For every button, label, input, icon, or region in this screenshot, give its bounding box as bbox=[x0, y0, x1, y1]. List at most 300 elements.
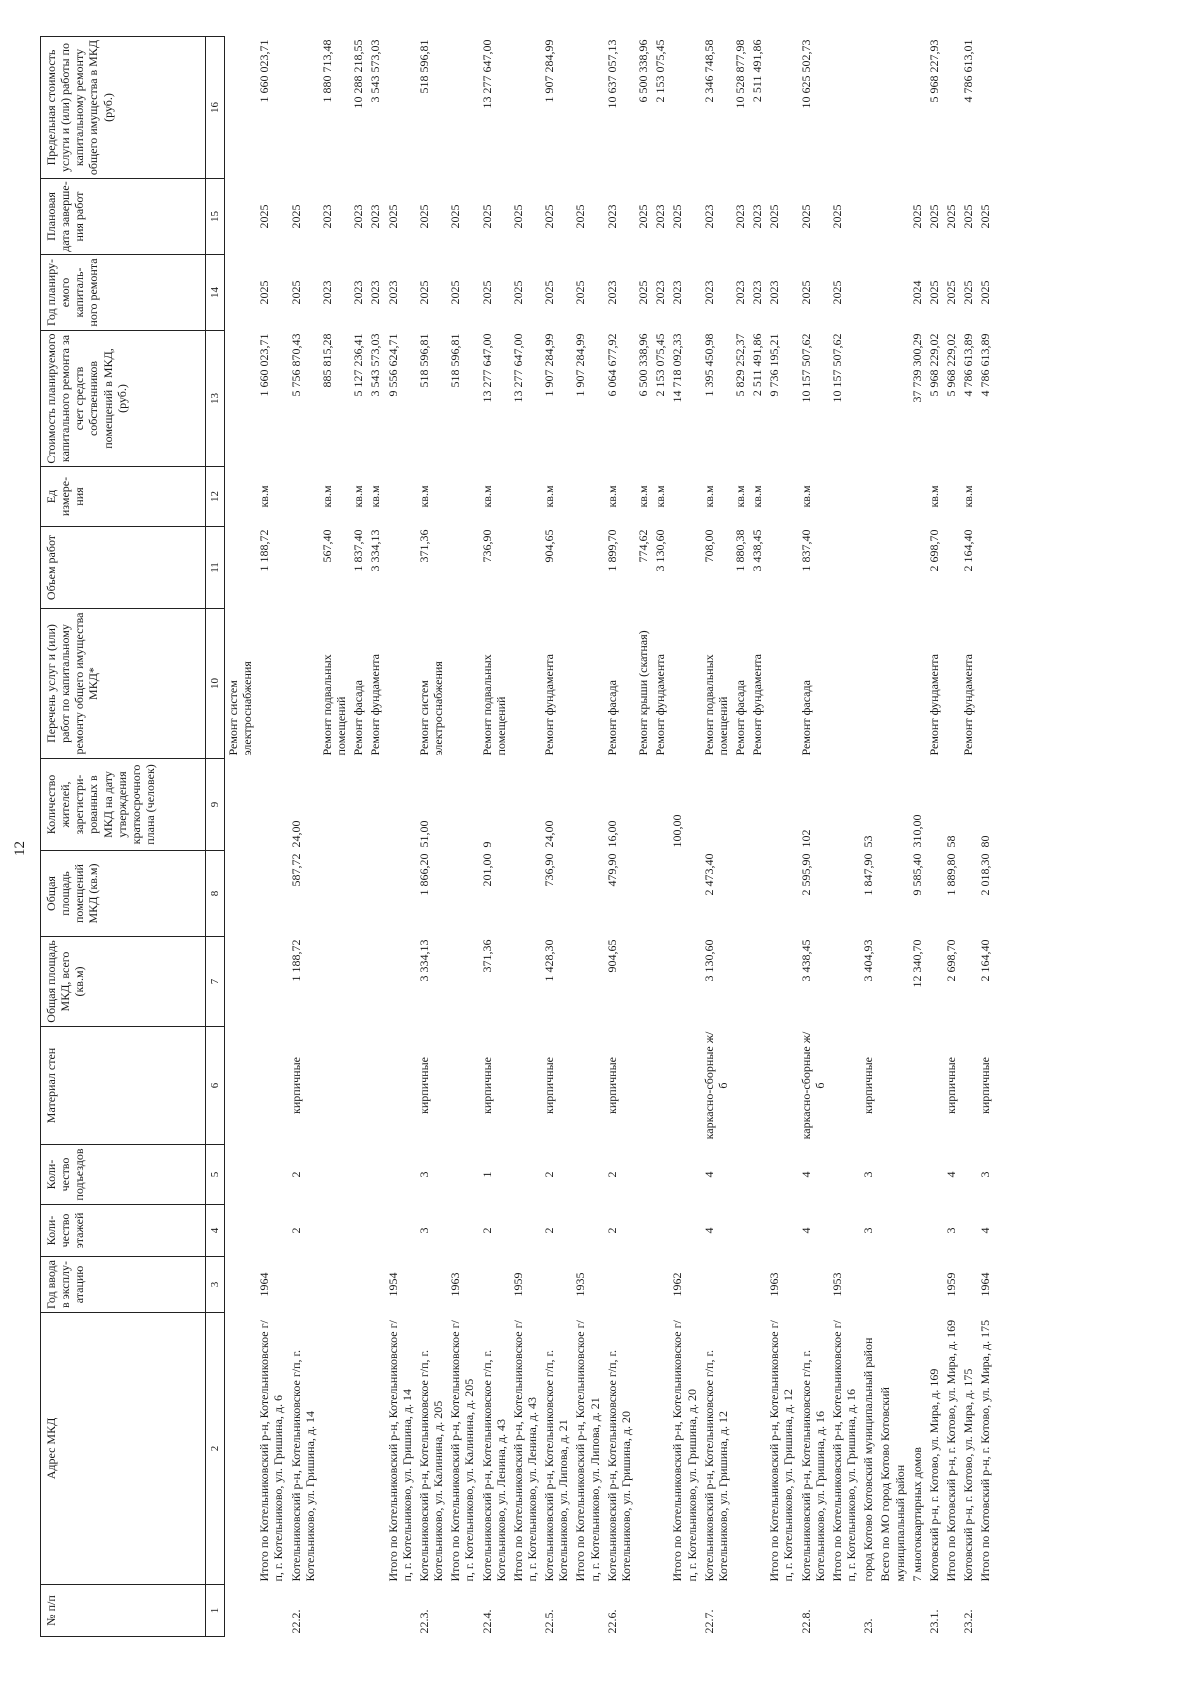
table-cell: 2023 bbox=[351, 204, 366, 229]
table-cell bbox=[877, 1027, 908, 1145]
table-cell bbox=[225, 1313, 257, 1585]
table-cell: 2 511 491,86 bbox=[750, 333, 765, 397]
table-cell: Ремонт фундамента bbox=[542, 654, 557, 756]
table-cell: Итого по Котельниковский р-н, Котельниковское г/п, г. Котельниково, ул. Гришина, д. 20 bbox=[670, 1320, 699, 1582]
table-cell: Котовский р-н, г. Котово, ул. Мира, д. 175 bbox=[961, 1368, 976, 1582]
table-cell: 518 596,81 bbox=[416, 39, 431, 94]
table-cell bbox=[977, 37, 994, 179]
table-cell: 24,00 bbox=[288, 820, 303, 848]
table-cell bbox=[877, 179, 908, 255]
table-cell: 2025 bbox=[798, 280, 813, 305]
table-row bbox=[572, 37, 603, 1637]
table-cell bbox=[510, 1145, 541, 1205]
table-cell bbox=[350, 1313, 367, 1585]
table-cell bbox=[829, 1205, 860, 1257]
table-cell: 1 395 450,98 bbox=[701, 333, 716, 397]
table-cell bbox=[510, 467, 541, 527]
table-row bbox=[798, 37, 829, 1637]
table-cell bbox=[572, 37, 603, 179]
table-cell bbox=[652, 1145, 669, 1205]
table-cell: 10 528 877,98 bbox=[733, 39, 747, 109]
table-cell bbox=[385, 1585, 416, 1637]
table-cell: 2025 bbox=[573, 204, 588, 229]
column-number: 13 bbox=[206, 331, 225, 467]
column-number: 6 bbox=[206, 1027, 225, 1145]
table-cell: 1959 bbox=[510, 1272, 525, 1297]
table-cell: 2 473,40 bbox=[701, 853, 716, 896]
table-cell bbox=[960, 759, 977, 851]
column-header: Перечень услуг и (или) работ по капитальному ремонту общего имущества МКД* bbox=[41, 609, 206, 759]
table-cell: Ремонт фасада bbox=[798, 680, 813, 756]
table-cell: 2025 bbox=[479, 204, 494, 229]
table-cell: 1 907 284,99 bbox=[542, 39, 557, 103]
column-number: 7 bbox=[206, 937, 225, 1027]
table-cell: 22.8. bbox=[798, 1609, 813, 1634]
table-cell: 4 bbox=[798, 1227, 813, 1234]
page-number: 12 bbox=[12, 841, 28, 856]
table-cell: 4 786 613,89 bbox=[961, 333, 976, 397]
table-cell: кв.м bbox=[604, 485, 619, 508]
table-row bbox=[385, 37, 416, 1637]
table-cell bbox=[385, 759, 416, 851]
table-cell bbox=[350, 937, 367, 1027]
column-number: 9 bbox=[206, 759, 225, 851]
table-cell: Итого по Котельниковский р-н, Котельниковское г/п, г. Котельниково, ул. Гришина, д. 16 bbox=[829, 1320, 859, 1582]
table-cell bbox=[319, 851, 350, 937]
table-cell: 4 bbox=[944, 1171, 959, 1178]
table-cell: 5 756 870,43 bbox=[288, 333, 303, 397]
table-row bbox=[604, 37, 635, 1637]
table-cell bbox=[829, 1145, 860, 1205]
table-cell bbox=[256, 1585, 287, 1637]
table-cell bbox=[479, 1257, 510, 1313]
table-row bbox=[350, 37, 367, 1637]
table-cell bbox=[877, 1257, 908, 1313]
table-cell: 2025 bbox=[978, 204, 993, 229]
table-cell bbox=[652, 1027, 669, 1145]
table-cell bbox=[350, 851, 367, 937]
table-cell bbox=[635, 1205, 652, 1257]
table-cell: 51,00 bbox=[416, 820, 431, 848]
table-cell bbox=[350, 1585, 367, 1637]
table-cell bbox=[669, 467, 700, 527]
table-cell: Ремонт подвальных помещений bbox=[319, 654, 349, 756]
table-cell bbox=[572, 851, 603, 937]
table-cell: 9 556 624,71 bbox=[385, 333, 400, 397]
table-cell bbox=[749, 1027, 766, 1145]
table-cell: 12 340,70 bbox=[909, 939, 924, 988]
table-cell: 2025 bbox=[416, 204, 431, 229]
table-cell bbox=[367, 1257, 384, 1313]
table-row bbox=[860, 37, 877, 1637]
table-cell bbox=[766, 1145, 797, 1205]
table-cell: 5 829 252,37 bbox=[733, 333, 747, 397]
table-cell bbox=[829, 609, 860, 759]
table-row bbox=[766, 37, 797, 1637]
table-row bbox=[319, 37, 350, 1637]
table-cell: 1954 bbox=[385, 1272, 400, 1297]
table-cell bbox=[256, 1205, 287, 1257]
table-cell: Итого по Котельниковский р-н, Котельниковское г/п, г. Котельниково, ул. Гришина, д. 14 bbox=[385, 1320, 414, 1582]
table-cell: 1 837,40 bbox=[351, 529, 366, 572]
table-cell: 2025 bbox=[416, 280, 431, 305]
table-cell: Ремонт фасада bbox=[733, 680, 747, 756]
table-cell: 1 847,90 bbox=[861, 853, 876, 896]
table-cell bbox=[877, 255, 908, 331]
table-cell: 1959 bbox=[944, 1272, 959, 1297]
table-cell: Ремонт подвальных помещений bbox=[479, 654, 508, 756]
table-cell bbox=[766, 1585, 797, 1637]
column-header: Коли-чество этажей bbox=[41, 1205, 206, 1257]
table-cell bbox=[367, 1585, 384, 1637]
table-cell bbox=[960, 937, 977, 1027]
column-header: Общая площадь МКД, всего (кв.м) bbox=[41, 937, 206, 1027]
table-cell bbox=[860, 331, 877, 467]
table-cell: Котельниковский р-н, Котельниковское г/п, г. Котельниково, ул. Ленина, д. 43 bbox=[479, 1349, 508, 1582]
table-cell bbox=[225, 1205, 257, 1257]
table-cell: 22.5. bbox=[542, 1609, 557, 1634]
table-cell bbox=[909, 609, 926, 759]
table-cell: 310,00 bbox=[909, 814, 924, 848]
table-cell bbox=[669, 609, 700, 759]
table-cell bbox=[319, 1313, 350, 1585]
table-cell: 2 595,90 bbox=[798, 853, 813, 896]
table-cell: 1 428,30 bbox=[542, 939, 557, 982]
table-cell: 1 866,20 bbox=[416, 853, 431, 896]
table-cell: 1953 bbox=[829, 1272, 844, 1297]
table-cell bbox=[977, 609, 994, 759]
table-cell: 479,90 bbox=[604, 853, 619, 887]
table-cell: 3 130,60 bbox=[653, 529, 668, 572]
table-cell: 9 736 195,21 bbox=[767, 333, 782, 397]
table-cell bbox=[288, 467, 319, 527]
column-number: 3 bbox=[206, 1257, 225, 1313]
table-cell bbox=[572, 1585, 603, 1637]
table-cell bbox=[909, 527, 926, 609]
table-cell bbox=[572, 1145, 603, 1205]
table-cell bbox=[860, 37, 877, 179]
table-cell bbox=[350, 759, 367, 851]
table-cell: город Котово Котовский муниципальный район bbox=[861, 1337, 876, 1582]
table-cell: 1 889,80 bbox=[944, 853, 959, 896]
table-cell: 1 880 713,48 bbox=[319, 39, 334, 103]
table-cell bbox=[635, 937, 652, 1027]
table-cell: 904,65 bbox=[604, 939, 619, 973]
table-cell: кв.м bbox=[368, 485, 383, 508]
table-cell: 2025 bbox=[909, 204, 924, 229]
table-cell: каркасно-сборные ж/б bbox=[798, 1031, 827, 1140]
table-cell: Итого по Котельниковский р-н, Котельниковское г/п, г. Котельниково, ул. Гришина, д. 12 bbox=[767, 1320, 796, 1582]
table-cell bbox=[385, 37, 416, 179]
table-cell bbox=[829, 527, 860, 609]
table-row bbox=[256, 37, 287, 1637]
table-cell bbox=[447, 851, 478, 937]
table-cell: 3 404,93 bbox=[861, 939, 876, 982]
table-cell bbox=[572, 1205, 603, 1257]
table-cell: 2023 bbox=[368, 280, 383, 305]
column-number: 15 bbox=[206, 179, 225, 255]
table-cell: кв.м bbox=[798, 485, 813, 508]
table-cell: 2 698,70 bbox=[944, 939, 959, 982]
table-cell: 2023 bbox=[385, 280, 400, 305]
table-cell bbox=[447, 937, 478, 1027]
table-cell bbox=[288, 527, 319, 609]
table-cell bbox=[367, 851, 384, 937]
table-cell bbox=[510, 609, 541, 759]
table-cell: кирпичные bbox=[542, 1057, 557, 1114]
table-cell: 2 bbox=[288, 1227, 303, 1234]
table-cell bbox=[367, 1313, 384, 1585]
table-cell bbox=[829, 851, 860, 937]
table-cell: 4 bbox=[978, 1227, 993, 1234]
table-row bbox=[479, 37, 510, 1637]
table-cell bbox=[572, 527, 603, 609]
table-cell bbox=[225, 759, 257, 851]
table-cell: 2023 bbox=[351, 280, 366, 305]
table-cell: 1 188,72 bbox=[257, 529, 272, 572]
table-cell bbox=[766, 37, 797, 179]
table-cell: 2025 bbox=[798, 204, 813, 229]
table-cell bbox=[877, 467, 908, 527]
table-cell bbox=[766, 527, 797, 609]
table-cell bbox=[732, 1027, 749, 1145]
table-cell: 24,00 bbox=[542, 820, 557, 848]
table-cell: 2 bbox=[604, 1171, 619, 1178]
table-cell: 2025 bbox=[510, 204, 525, 229]
table-cell: 13 277 647,00 bbox=[510, 333, 525, 403]
table-cell bbox=[749, 1585, 766, 1637]
table-cell bbox=[510, 759, 541, 851]
table-cell bbox=[943, 527, 960, 609]
table-cell bbox=[288, 37, 319, 179]
table-cell bbox=[701, 1257, 732, 1313]
table-cell: кв.м bbox=[733, 485, 747, 508]
table-cell: кв.м bbox=[257, 485, 272, 508]
table-cell: 371,36 bbox=[479, 939, 494, 973]
table-cell bbox=[385, 527, 416, 609]
table-cell: 23.2. bbox=[961, 1609, 976, 1634]
table-cell: 2 164,40 bbox=[961, 529, 976, 572]
column-header: Коли-чество подъездов bbox=[41, 1145, 206, 1205]
table-row bbox=[749, 37, 766, 1637]
table-cell: Всего по МО город Котово Котовский муниципальный район bbox=[878, 1387, 907, 1582]
table-cell: 9 585,40 bbox=[909, 853, 924, 896]
table-cell: 2023 bbox=[319, 280, 334, 305]
table-cell: 2 018,30 bbox=[978, 853, 993, 896]
table-cell: Ремонт фундамента bbox=[368, 654, 383, 756]
table-cell: 2023 bbox=[733, 280, 747, 305]
table-cell bbox=[860, 467, 877, 527]
column-header: Общая площадь помещений МКД (кв.м) bbox=[41, 851, 206, 937]
table-cell: кв.м bbox=[479, 485, 494, 508]
table-cell: 2025 bbox=[944, 204, 959, 229]
table-cell: 2 698,70 bbox=[926, 529, 941, 572]
table-cell bbox=[877, 937, 908, 1027]
table-cell bbox=[225, 255, 257, 331]
table-cell: 1963 bbox=[767, 1272, 782, 1297]
column-header: Стоимость планируемого капитального ремонта за счет средств собственников помещений в МКД, (руб.) bbox=[41, 331, 206, 467]
table-cell bbox=[669, 1205, 700, 1257]
table-cell bbox=[652, 851, 669, 937]
table-cell: кв.м bbox=[750, 485, 765, 508]
column-header: № п/п bbox=[41, 1585, 206, 1637]
table-cell bbox=[766, 759, 797, 851]
table-cell bbox=[977, 467, 994, 527]
table-cell bbox=[909, 1257, 926, 1313]
table-cell bbox=[669, 1145, 700, 1205]
table-cell: 2025 bbox=[257, 204, 272, 229]
table-cell bbox=[732, 1145, 749, 1205]
table-cell: 23. bbox=[861, 1618, 876, 1634]
table-cell: каркасно-сборные ж/б bbox=[701, 1031, 730, 1140]
table-row bbox=[829, 37, 860, 1637]
table-cell: 2 bbox=[604, 1227, 619, 1234]
table-cell: 22.4. bbox=[479, 1609, 494, 1634]
table-cell bbox=[909, 37, 926, 179]
table-cell bbox=[510, 527, 541, 609]
table-cell bbox=[766, 1205, 797, 1257]
table-cell: кирпичные bbox=[416, 1057, 431, 1114]
table-row bbox=[510, 37, 541, 1637]
table-cell: 1 660 023,71 bbox=[257, 333, 272, 397]
table-cell: Итого по Котельниковский р-н, Котельниковское г/п, г. Котельниково, ул. Гришина, д. 6 bbox=[257, 1320, 286, 1582]
table-cell bbox=[943, 37, 960, 179]
table-cell: 3 bbox=[416, 1171, 431, 1178]
table-cell bbox=[943, 609, 960, 759]
table-cell bbox=[669, 37, 700, 179]
table-cell bbox=[669, 527, 700, 609]
table-row bbox=[877, 37, 908, 1637]
table-cell: 1 188,72 bbox=[288, 939, 303, 982]
column-number: 14 bbox=[206, 255, 225, 331]
table-cell: Итого по Котельниковский р-н, Котельниковское г/п, г. Котельниково, ул. Калинина, д. 205 bbox=[448, 1320, 477, 1582]
column-number: 10 bbox=[206, 609, 225, 759]
table-cell bbox=[225, 937, 257, 1027]
table-cell bbox=[225, 527, 257, 609]
table-cell: 6 500 338,96 bbox=[636, 333, 651, 397]
table-cell bbox=[256, 759, 287, 851]
table-cell: 2025 bbox=[448, 280, 463, 305]
table-cell bbox=[572, 759, 603, 851]
table-cell bbox=[350, 1205, 367, 1257]
table-cell bbox=[288, 1257, 319, 1313]
table-cell bbox=[960, 1257, 977, 1313]
table-cell bbox=[701, 759, 732, 851]
table-cell: 2025 bbox=[257, 280, 272, 305]
table-cell: 2025 bbox=[542, 204, 557, 229]
table-cell bbox=[350, 1145, 367, 1205]
table-cell: 2 bbox=[542, 1171, 557, 1178]
table-cell bbox=[319, 1257, 350, 1313]
table-cell: Котельниковский р-н, Котельниковское г/п, г. Котельниково, ул. Калинина, д. 205 bbox=[416, 1349, 446, 1582]
table-cell bbox=[943, 467, 960, 527]
table-cell bbox=[635, 1313, 652, 1585]
table-cell: Ремонт фасада bbox=[604, 680, 619, 756]
table-cell: 1 907 284,99 bbox=[573, 333, 588, 397]
table-cell: 2025 bbox=[829, 280, 844, 305]
table-cell bbox=[225, 851, 257, 937]
table-cell bbox=[385, 937, 416, 1027]
table-cell bbox=[829, 759, 860, 851]
table-cell: 2023 bbox=[653, 204, 668, 229]
table-cell bbox=[749, 1205, 766, 1257]
table-cell bbox=[977, 527, 994, 609]
table-row bbox=[977, 37, 994, 1637]
table-cell bbox=[447, 467, 478, 527]
table-row bbox=[669, 37, 700, 1637]
table-cell: кв.м bbox=[926, 485, 941, 508]
table-cell: 2023 bbox=[701, 204, 716, 229]
table-row bbox=[943, 37, 960, 1637]
table-cell bbox=[877, 851, 908, 937]
table-cell bbox=[877, 759, 908, 851]
table-cell bbox=[225, 467, 257, 527]
column-number: 5 bbox=[206, 1145, 225, 1205]
table-cell: 4 786 613,01 bbox=[961, 39, 976, 103]
table-cell: 3 bbox=[861, 1171, 876, 1178]
table-cell bbox=[926, 937, 943, 1027]
table-cell bbox=[766, 467, 797, 527]
column-number: 8 bbox=[206, 851, 225, 937]
table-cell: 2025 bbox=[636, 204, 651, 229]
table-cell: 1963 bbox=[448, 1272, 463, 1297]
table-cell bbox=[669, 1027, 700, 1145]
table-cell: 4 bbox=[701, 1227, 716, 1234]
table-cell bbox=[635, 1257, 652, 1313]
header-row bbox=[41, 37, 206, 1637]
table-cell bbox=[749, 1257, 766, 1313]
table-cell bbox=[652, 937, 669, 1027]
table-cell bbox=[225, 179, 257, 255]
table-cell bbox=[510, 37, 541, 179]
table-cell bbox=[766, 937, 797, 1027]
table-cell: 2023 bbox=[750, 204, 765, 229]
table-cell bbox=[909, 1027, 926, 1145]
table-cell: 1 bbox=[479, 1171, 494, 1178]
table-row bbox=[909, 37, 926, 1637]
table-cell: 3 bbox=[416, 1227, 431, 1234]
table-cell bbox=[367, 1205, 384, 1257]
table-row bbox=[635, 37, 652, 1637]
table-cell bbox=[225, 37, 257, 179]
table-cell bbox=[256, 937, 287, 1027]
table-cell bbox=[385, 851, 416, 937]
table-cell: кирпичные bbox=[288, 1057, 303, 1114]
table-cell: 708,00 bbox=[701, 529, 716, 563]
table-cell: 2025 bbox=[542, 280, 557, 305]
table-cell: 10 157 507,62 bbox=[829, 333, 844, 403]
table-cell bbox=[960, 851, 977, 937]
table-cell bbox=[225, 1257, 257, 1313]
table-cell bbox=[447, 1145, 478, 1205]
table-cell bbox=[732, 1257, 749, 1313]
table-cell bbox=[943, 1585, 960, 1637]
table-cell bbox=[350, 1027, 367, 1145]
table-cell: 3 130,60 bbox=[701, 939, 716, 982]
table-cell: 2 346 748,58 bbox=[701, 39, 716, 103]
table-cell: 10 157 507,62 bbox=[798, 333, 813, 403]
table-cell bbox=[510, 851, 541, 937]
table-cell: Итого по Котовский р-н, г. Котово, ул. Мира, д. 169 bbox=[944, 1319, 959, 1582]
table-row bbox=[732, 37, 749, 1637]
table-cell: 2023 bbox=[319, 204, 334, 229]
table-cell bbox=[447, 1027, 478, 1145]
table-cell bbox=[447, 1585, 478, 1637]
column-header: Год ввода в эксплу-атацию bbox=[41, 1257, 206, 1313]
column-header: Объем работ bbox=[41, 527, 206, 609]
table-cell: 5 968 227,93 bbox=[926, 39, 941, 103]
table-row bbox=[701, 37, 732, 1637]
